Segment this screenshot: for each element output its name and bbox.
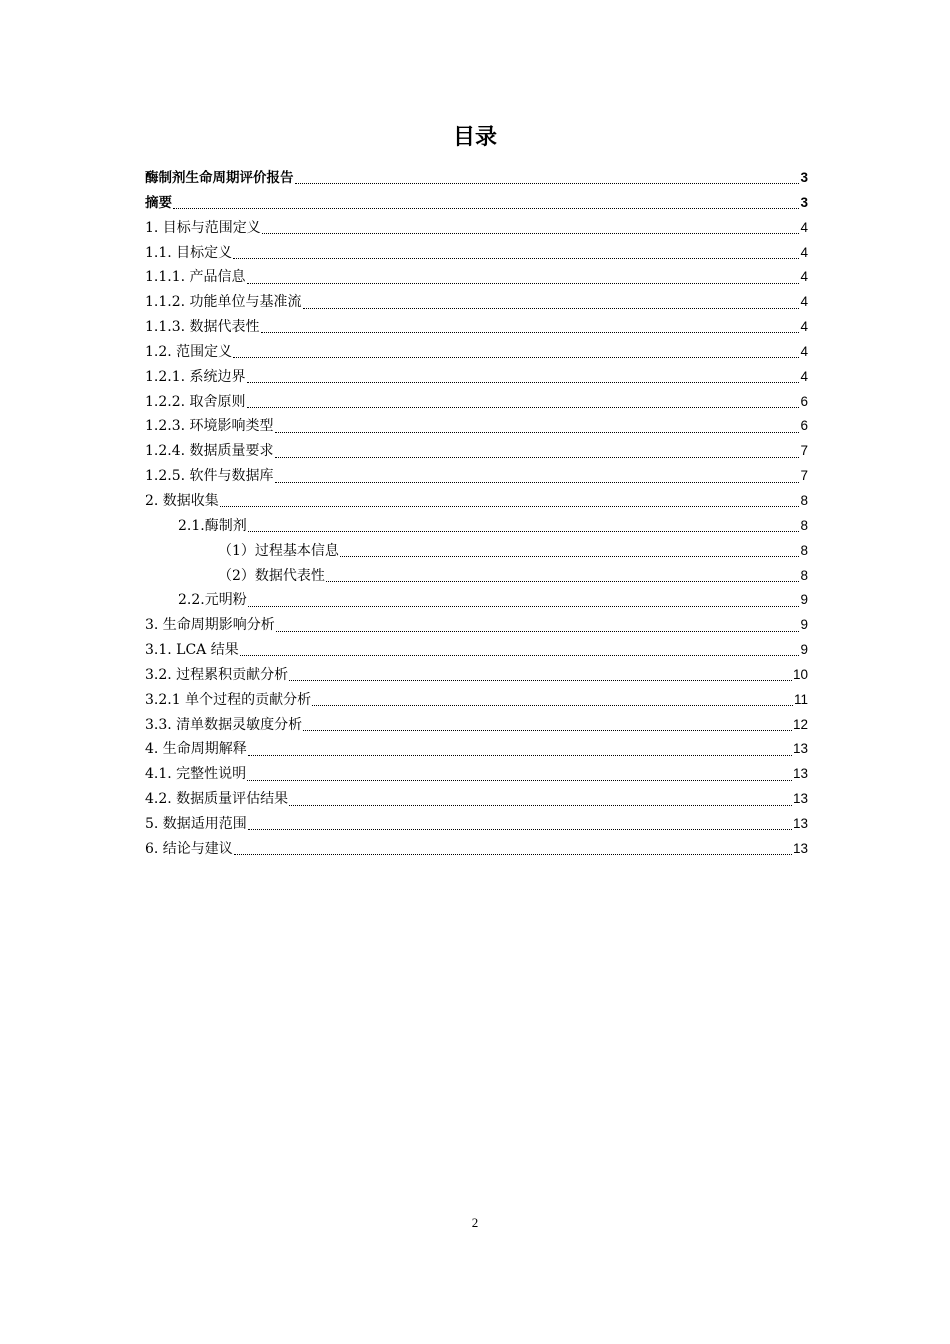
- toc-dot-leader: [233, 356, 799, 358]
- toc-dot-leader: [262, 232, 800, 234]
- toc-dot-leader: [312, 704, 793, 706]
- toc-dot-leader: [247, 282, 800, 284]
- toc-dot-leader: [247, 381, 800, 383]
- toc-entry-page: 4: [800, 269, 808, 285]
- toc-entry[interactable]: [145, 638, 808, 663]
- toc-entry-page: 4: [800, 319, 808, 335]
- toc-entry[interactable]: [145, 539, 808, 564]
- toc-entry[interactable]: [145, 613, 808, 638]
- toc-entry[interactable]: [145, 390, 808, 415]
- toc-entry-page: 3: [800, 194, 808, 210]
- toc-entry-page: 3: [800, 170, 808, 185]
- toc-entry-label: （1）过程基本信息: [218, 542, 339, 559]
- toc-dot-leader: [234, 853, 792, 855]
- toc-entry[interactable]: [145, 265, 808, 290]
- toc-entry[interactable]: [145, 439, 808, 464]
- toc-entry[interactable]: [145, 762, 808, 787]
- toc-entry-page: 4: [800, 219, 808, 235]
- toc-entry[interactable]: [145, 241, 808, 266]
- toc-dot-leader: [276, 630, 800, 632]
- toc-entry[interactable]: [145, 812, 808, 837]
- toc-dot-leader: [220, 505, 800, 507]
- toc-entry-label: （2）数据代表性: [218, 567, 325, 584]
- toc-entry-label: 4. 生命周期解释: [145, 741, 247, 758]
- toc-entry-label: 1.2.5. 软件与数据库: [145, 468, 274, 485]
- toc-entry-label: 3.3. 清单数据灵敏度分析: [145, 716, 303, 733]
- toc-entry-page: 13: [792, 840, 808, 856]
- toc-entry[interactable]: [145, 787, 808, 812]
- toc-entry-label: 2. 数据收集: [145, 492, 219, 509]
- toc-entry[interactable]: [145, 489, 808, 514]
- toc-entry[interactable]: [145, 290, 808, 315]
- toc-entry-page: 13: [792, 815, 808, 831]
- toc-entry-label: 1.2.4. 数据质量要求: [145, 443, 274, 460]
- toc-entry[interactable]: [145, 688, 808, 713]
- toc-dot-leader: [275, 456, 800, 458]
- toc-dot-leader: [247, 406, 800, 408]
- toc-entry-page: 12: [792, 716, 808, 732]
- toc-dot-leader: [248, 605, 800, 607]
- toc-entry-label: 1.1.3. 数据代表性: [145, 319, 260, 336]
- toc-entry[interactable]: [145, 737, 808, 762]
- toc-entry[interactable]: [145, 588, 808, 613]
- toc-entry-label: 1.2.2. 取舍原则: [145, 393, 246, 410]
- toc-dot-leader: [303, 729, 792, 731]
- toc-entry[interactable]: [145, 713, 808, 738]
- toc-entry-label: 1.1.2. 功能单位与基准流: [145, 294, 302, 311]
- toc-entry[interactable]: [145, 166, 808, 191]
- toc-entry-label: 3. 生命周期影响分析: [145, 617, 275, 634]
- toc-entry[interactable]: [145, 315, 808, 340]
- toc-entry-label: 2.2.元明粉: [178, 592, 247, 609]
- toc-entry-page: 9: [800, 642, 808, 658]
- toc-dot-leader: [233, 257, 799, 259]
- toc-entry[interactable]: [145, 414, 808, 439]
- toc-title: 目录: [452, 125, 497, 150]
- toc-entry-label: 4.2. 数据质量评估结果: [145, 791, 289, 808]
- toc-entry-page: 4: [800, 343, 808, 359]
- toc-entry-page: 8: [800, 542, 808, 558]
- table-of-contents: [145, 166, 808, 862]
- toc-entry-page: 6: [800, 418, 808, 434]
- toc-entry-label: 摘要: [145, 194, 172, 211]
- toc-entry-label: 3.2.1 单个过程的贡献分析: [145, 691, 312, 708]
- toc-entry-label: 3.1. LCA 结果: [145, 642, 239, 659]
- toc-entry[interactable]: [145, 340, 808, 365]
- toc-dot-leader: [240, 654, 800, 656]
- toc-dot-leader: [326, 580, 800, 582]
- toc-dot-leader: [248, 828, 792, 830]
- toc-dot-leader: [247, 779, 792, 781]
- toc-dot-leader: [261, 331, 800, 333]
- toc-entry-label: 5. 数据适用范围: [145, 815, 247, 832]
- toc-dot-leader: [248, 530, 800, 532]
- toc-entry-page: 13: [792, 741, 808, 757]
- toc-entry-page: 9: [800, 592, 808, 608]
- toc-dot-leader: [173, 207, 799, 209]
- toc-entry-page: 4: [800, 368, 808, 384]
- toc-entry-label: 1.2.3. 环境影响类型: [145, 418, 274, 435]
- toc-dot-leader: [275, 431, 800, 433]
- toc-entry-page: 7: [800, 443, 808, 459]
- toc-dot-leader: [275, 481, 800, 483]
- toc-entry-label: 4.1. 完整性说明: [145, 766, 247, 783]
- toc-entry[interactable]: [145, 564, 808, 589]
- toc-entry-label: 1.1.1. 产品信息: [145, 269, 246, 286]
- toc-entry[interactable]: [145, 216, 808, 241]
- toc-entry-label: 2.1.酶制剂: [178, 517, 247, 534]
- toc-entry-label: 1.2.1. 系统边界: [145, 368, 246, 385]
- toc-entry[interactable]: [145, 191, 808, 216]
- toc-entry-page: 9: [800, 617, 808, 633]
- toc-entry-label: 酶制剂生命周期评价报告: [145, 170, 294, 186]
- toc-entry-label: 6. 结论与建议: [145, 840, 233, 857]
- toc-entry[interactable]: [145, 365, 808, 390]
- toc-entry[interactable]: [145, 837, 808, 862]
- toc-entry[interactable]: [145, 464, 808, 489]
- toc-entry-page: 6: [800, 393, 808, 409]
- toc-entry-label: 1.1. 目标定义: [145, 244, 233, 261]
- toc-entry[interactable]: [145, 514, 808, 539]
- toc-entry-page: 4: [800, 294, 808, 310]
- toc-entry-label: 3.2. 过程累积贡献分析: [145, 666, 289, 683]
- toc-entry-page: 8: [800, 492, 808, 508]
- toc-entry-page: 11: [793, 691, 808, 707]
- toc-dot-leader: [340, 555, 800, 557]
- toc-entry-page: 8: [800, 567, 808, 583]
- toc-dot-leader: [248, 754, 792, 756]
- toc-entry-page: 8: [800, 517, 808, 533]
- toc-dot-leader: [289, 679, 792, 681]
- toc-entry-label: 1.2. 范围定义: [145, 343, 233, 360]
- toc-entry-page: 7: [800, 468, 808, 484]
- toc-entry-page: 4: [800, 244, 808, 260]
- toc-dot-leader: [295, 182, 800, 184]
- page-number: 2: [471, 1215, 479, 1230]
- toc-entry-page: 13: [792, 766, 808, 782]
- toc-entry-page: 13: [792, 791, 808, 807]
- toc-dot-leader: [303, 307, 800, 309]
- toc-dot-leader: [289, 804, 792, 806]
- toc-entry-label: 1. 目标与范围定义: [145, 219, 261, 236]
- toc-entry[interactable]: [145, 663, 808, 688]
- toc-entry-page: 10: [792, 666, 808, 682]
